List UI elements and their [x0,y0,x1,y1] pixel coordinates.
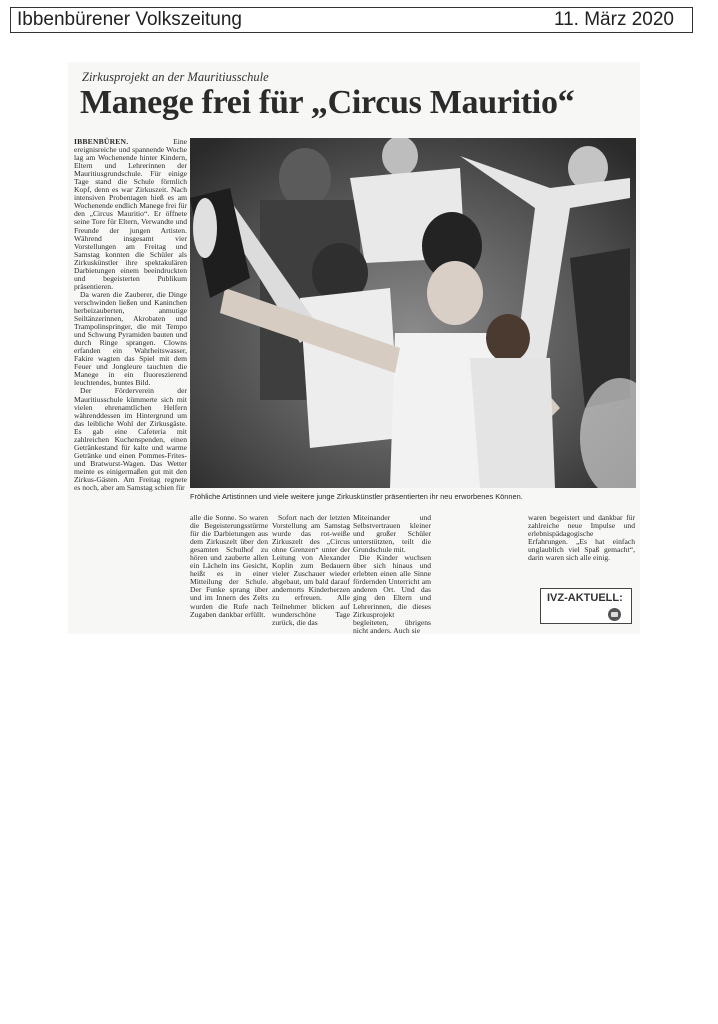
ivz-aktuell-label: IVZ-AKTUELL: [547,592,623,604]
article-column-3 [272,514,350,630]
article-column-4 [353,513,431,635]
publication-date: 11. März 2020 [553,9,674,30]
dateline: IBBENBÜREN. [74,137,129,146]
article-column-2 [190,514,268,630]
paragraph [74,138,187,291]
paragraph: Der Förderverein der Mauritiusschule kümmerte sich mit vielen ehrenamtlichen Helfern währenddessen im Hintergrund um das leibliche Wohl der Zirkusgäste. Es gab eine Cafeteria mit zahlreichen Kuchenspenden, einen Getränkestand für kalte und warme Getränke und einen Pommes-Frites- und Bratwurst-Wagen. Das Wetter meinte es einigermaßen gut mit den Zirkus-Gästen. Am Freitag regnete es noch, aber am Samstag schien für [74,386,187,493]
paragraph-text: Eine ereignisreiche und spannende Woche lag am Wochenende hinter Kindern, Eltern und Lehrerinnen der Mauritiusgrundschule. Für einige Tage stand die Schule förmlich Kopf, denn es war Zirkuszeit. Nach intensiven Probentagen hieß es am Wochenende endlich Manege frei für den „Circus Mauritio“. Er öffnete seine Tore für Eltern, Verwandte und Freunde der jungen Artisten. Während insgesamt vier Vorstellungen am Freitag und Samstag konnten die Schüler als Zirkuskünstler ihre spektakulären Darbietungen einem beeindruckten und begeisterten Publikum präsentieren. [74,137,187,291]
clipping-header [10,7,693,33]
ivz-aktuell-box [540,588,632,624]
article-column-5 [528,514,635,574]
paragraph: Die Kinder wuchsen über sich hinaus und erlebten einen alle Sinne fördernden Unterricht am anderen Ort. Und das ging den Eltern und Lehrerinnen, die dieses Zirkusprojekt begleiteten, übrigens nicht anders. Auch sie [353,553,431,635]
article-photo [190,138,636,488]
paragraph: Miteinander und Selbstvertrauen kleiner und großer Schüler unterstützten, teilt die Grundschule mit. [353,513,431,555]
camera-icon [608,608,621,621]
paragraph: Sofort nach der letzten Vorstellung am Samstag wurde das rot-weiße Zirkuszelt des „Circus ohne Grenzen“ unter der Leitung von Alexander Koplin zum Bedauern vieler Zuschauer wieder abgebaut, um bald darauf andernorts Kinderherzen zu erfreuen. Alle Teilnehmer blicken auf wunderschöne Tage zurück, die das [272,513,350,627]
article-column-1 [74,138,187,633]
article-headline: Manege frei für „Circus Mauritio“ [80,84,575,121]
article-kicker: Zirkusprojekt an der Mauritiusschule [82,70,269,84]
paragraph: alle die Sonne. So waren die Begeisterungsstürme für die Darbietungen aus dem Zirkuszelt über den gesamten Schulhof zu hören und zauberte allen ein Lächeln ins Gesicht, heißt es in einer Mitteilung der Schule. Der Funke sprang über und im Innern des Zelts wurden die Rufe nach Zugaben dankbar erfüllt. [190,513,268,619]
publication-name: Ibbenbürener Volkszeitung [17,9,242,30]
paragraph: waren begeistert und dankbar für zahlreiche neue Impulse und erlebnispädagogische Erfahrungen. „Es hat einfach unglaublich viel Spaß gemacht“, darin waren sich alle einig. [528,513,635,563]
paragraph: Da waren die Zauberer, die Dinge verschwinden ließen und Kaninchen herbeizauberten, anmutige Seiltänzerinnen, Akrobaten und Trampolinspringer, die mit Tempo und Schwung Pyramiden bauten und durch Ringe sprangen. Clowns erfanden ein Wahrheitswasser, Fakire wagten das Spiel mit dem Feuer und Jongleure tauchten die Manege in ein fluoreszierend leuchtendes, buntes Bild. [74,289,187,388]
photo-caption: Fröhliche Artistinnen und viele weitere junge Zirkuskünstler präsentierten ihr neu erworbenes Können. [190,492,523,501]
